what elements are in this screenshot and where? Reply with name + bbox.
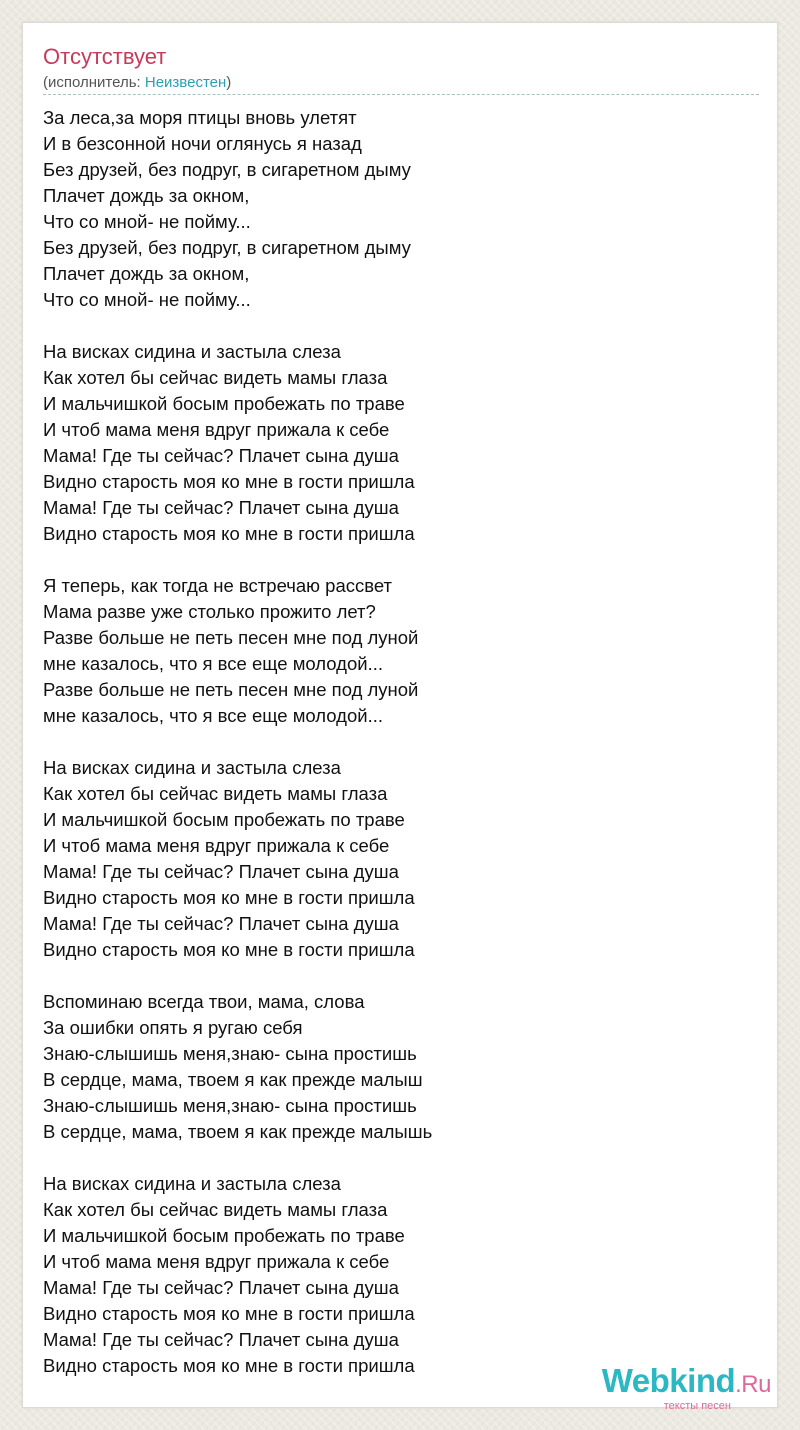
lyric-line: Видно старость моя ко мне в гости пришла [43,523,415,544]
lyric-line: Мама! Где ты сейчас? Плачет сына душа [43,913,399,934]
lyric-line: И чтоб мама меня вдруг прижала к себе [43,835,390,856]
lyric-line: Видно старость моя ко мне в гости пришла [43,1303,415,1324]
lyric-line: Плачет дождь за окном, [43,185,250,206]
lyric-line: Видно старость моя ко мне в гости пришла [43,887,415,908]
lyric-line: И мальчишкой босым пробежать по траве [43,1225,405,1246]
lyric-line: Вспоминаю всегда твои, мама, слова [43,991,365,1012]
lyrics-card [22,22,778,1412]
lyric-line: И мальчишкой босым пробежать по траве [43,809,405,830]
lyric-line: В сердце, мама, твоем я как прежде малышь [43,1121,433,1142]
lyric-line: И чтоб мама меня вдруг прижала к себе [43,1251,390,1272]
lyrics-stanza [43,989,759,1145]
lyric-line: За леса,за моря птицы вновь улетят [43,107,357,128]
lyric-line: Плачет дождь за окном, [43,263,250,284]
lyrics-stanza [43,1171,759,1379]
lyric-line: И в безсонной ночи оглянусь я назад [43,133,362,154]
logo-wordmark [581,1362,771,1401]
artist-suffix: ) [226,74,232,91]
lyric-line: Видно старость моя ко мне в гости пришла [43,471,415,492]
lyric-line: Мама! Где ты сейчас? Плачет сына душа [43,445,399,466]
lyric-line: В сердце, мама, твоем я как прежде малыш [43,1069,423,1090]
lyric-line: И чтоб мама меня вдруг прижала к себе [43,419,390,440]
lyric-line: Как хотел бы сейчас видеть мамы глаза [43,783,388,804]
lyric-line: Знаю-слышишь меня,знаю- сына простишь [43,1095,417,1116]
lyric-line: Без друзей, без подруг, в сигаретном дыму [43,159,411,180]
logo-suffix: .Ru [735,1371,771,1398]
lyric-line: На висках сидина и застыла слеза [43,341,341,362]
lyrics-body [43,105,759,1405]
logo-tagline: тексты песен [663,1400,731,1412]
lyric-line: Разве больше не петь песен мне под луной [43,627,419,648]
lyric-line: Что со мной- не пойму... [43,289,251,310]
lyric-line: Я теперь, как тогда не встречаю рассвет [43,575,393,596]
lyric-line: мне казалось, что я все еще молодой... [43,653,384,674]
lyric-line: На висках сидина и застыла слеза [43,757,341,778]
artist-line [43,73,759,95]
lyric-line: Знаю-слышишь меня,знаю- сына простишь [43,1043,417,1064]
artist-link[interactable]: Неизвестен [144,74,227,91]
lyric-line: За ошибки опять я ругаю себя [43,1017,303,1038]
lyrics-stanza [43,755,759,963]
lyric-line: мне казалось, что я все еще молодой... [43,705,384,726]
artist-prefix: (исполнитель: [43,74,145,91]
lyrics-stanza [43,339,759,547]
lyric-line: Мама! Где ты сейчас? Плачет сына душа [43,1277,399,1298]
lyric-line: Что со мной- не пойму... [43,211,251,232]
lyrics-stanza [43,573,759,729]
lyric-line: Как хотел бы сейчас видеть мамы глаза [43,367,388,388]
lyric-line: На висках сидина и застыла слеза [43,1173,341,1194]
logo-main-text: Webkind [601,1362,736,1399]
lyric-line: Как хотел бы сейчас видеть мамы глаза [43,1199,388,1220]
lyric-line: Мама! Где ты сейчас? Плачет сына душа [43,861,399,882]
lyric-line: Мама! Где ты сейчас? Плачет сына душа [43,1329,399,1350]
lyric-line: Без друзей, без подруг, в сигаретном дыму [43,237,411,258]
lyric-line: Мама! Где ты сейчас? Плачет сына душа [43,497,399,518]
lyric-line: Мама разве уже столько прожито лет? [43,601,376,622]
song-title: Отсутствует [43,44,167,69]
lyric-line: Видно старость моя ко мне в гости пришла [43,1355,415,1376]
lyric-line: И мальчишкой босым пробежать по траве [43,393,405,414]
webkind-logo[interactable] [581,1362,771,1412]
lyrics-stanza [43,105,759,313]
lyric-line: Разве больше не петь песен мне под луной [43,679,419,700]
lyric-line: Видно старость моя ко мне в гости пришла [43,939,415,960]
